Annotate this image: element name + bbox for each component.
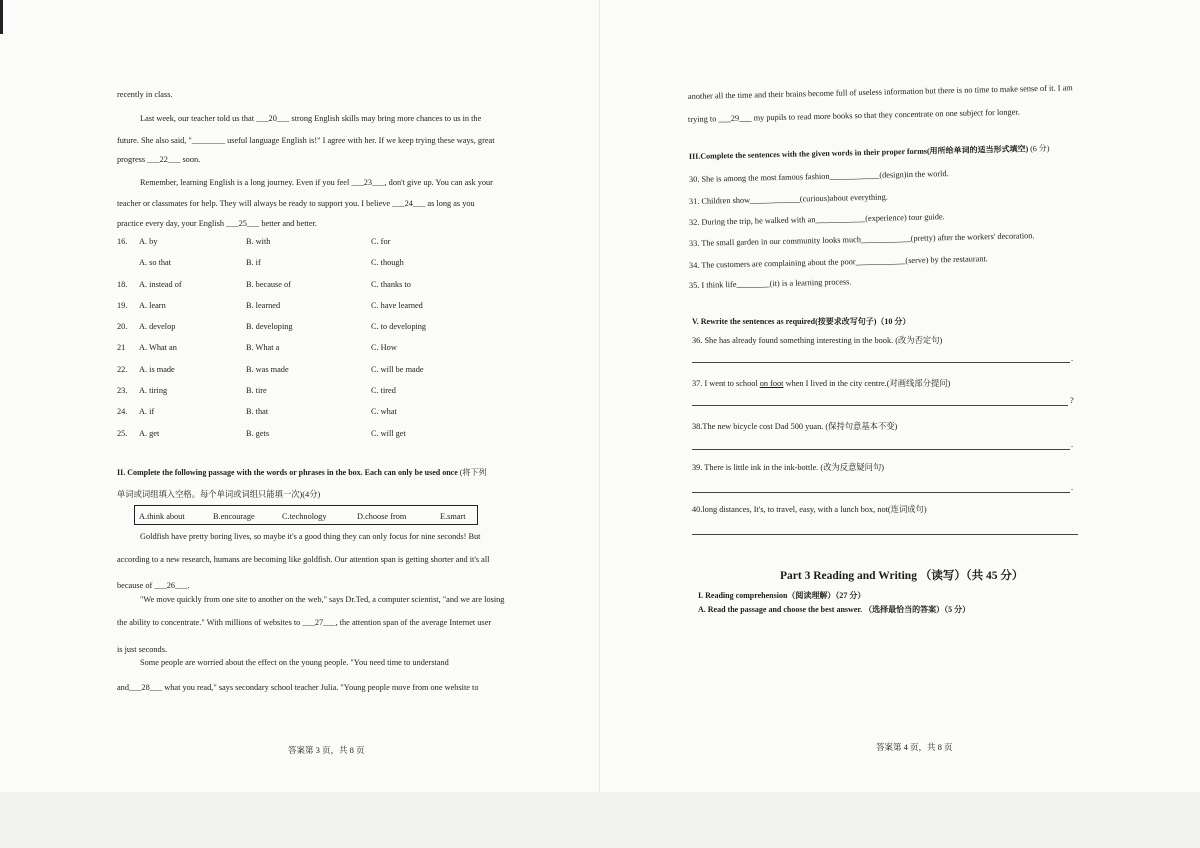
option-row [117,280,447,301]
sentence-end-mark: ? [1070,396,1074,405]
option-c: C. what [371,407,397,417]
passage-line: practice every day, your English ___25___ better and better. [117,219,317,228]
page-footer: 答案第 4 页，共 8 页 [876,742,953,752]
passage-line: progress ___22___ soon. [117,155,201,164]
passage-line: Remember, learning English is a long journey. Even if you feel ___23___, don't give up. You can ask your [140,178,493,187]
option-row [117,429,447,450]
option-c: C. for [371,237,391,246]
reading-section-heading: I. Reading comprehension（阅读理解）（27 分） [698,591,866,600]
passage-line: trying to ___29___ my pupils to read more books so that they concentrate on one subject for longer. [687,107,1020,124]
sentence-end-mark: . [1071,483,1074,492]
option-row [117,365,447,386]
option-b: B. What a [246,343,280,353]
fill-question-35: 35. I think life________(it) is a learning process. [688,277,852,290]
option-a: A. is made [139,364,175,374]
option-c: C. will get [371,428,406,438]
rewrite-question-37 [692,380,950,388]
question-number: 18. [117,279,128,289]
option-c: C. How [371,343,397,353]
passage-line: the ability to concentrate." With millions of websites to ___27___, the attention span of the average Internet user [117,618,492,627]
option-b: B. developing [246,322,293,332]
passage-line: according to a new research, humans are becoming like goldfish. Our attention span is getting shorter and it's all [117,555,490,564]
option-c: C. though [371,258,404,268]
option-a: A. learn [139,300,166,310]
option-a: A. tiring [139,386,168,396]
question-number: 25. [117,428,128,438]
question-number: 24. [117,407,128,417]
question-number: 23. [117,386,128,396]
section-2-heading-cn: (将下列 [459,468,487,477]
word-bank-box [134,505,478,525]
word-option: A.think about [139,512,185,521]
option-a: A. get [139,428,160,438]
section-3-heading [689,145,1050,161]
passage-line: "We move quickly from one site to another on the web," says Dr.Ted, a computer scientist, "and we are losing [140,595,505,604]
sentence-end-mark: . [1071,440,1074,449]
option-b: B. tire [246,386,267,396]
section-3-points: (6 分) [1030,143,1050,154]
scan-edge-mark [0,0,3,34]
passage-line: future. She also said, "________ useful language English is!" I agree with her. If we keep trying these ways, great [117,136,495,145]
option-a: A. by [139,237,158,246]
question-number: 22. [117,364,128,374]
option-row [117,258,447,279]
option-row [117,386,447,407]
section-2-instruction: 单词或词组填入空格。每个单词或词组只能填一次)(4分) [117,490,321,499]
answer-options-table [117,237,447,450]
section-5-heading: V. Rewrite the sentences as required(按要求改写句子)（10 分） [692,317,911,326]
right-page [600,0,1200,848]
option-row [117,407,447,428]
option-b: B. with [246,237,271,246]
option-b: B. because of [246,279,291,289]
question-37-underlined: on foot [759,379,784,388]
option-b: B. that [246,407,269,417]
rewrite-question-36: 36. She has already found something interesting in the book. (改为否定句) [692,336,943,345]
option-c: C. will be made [371,364,424,374]
word-option: B.encourage [213,512,255,521]
word-option: E.smart [440,512,466,521]
passage-line: because of ___26___. [117,581,190,590]
answer-line [692,534,1078,535]
option-c: C. have learned [371,300,423,310]
option-b: B. was made [246,364,289,374]
question-number: 20. [117,322,128,332]
answer-line [692,405,1068,406]
answer-line [692,492,1070,493]
passage-line: is just seconds. [117,645,168,654]
rewrite-question-39: 39. There is little ink in the ink-bottle. (改为反意疑问句) [692,463,885,472]
answer-line [692,362,1070,363]
passage-line: Goldfish have pretty boring lives, so maybe it's a good thing they can only focus for nine seconds! But [140,532,481,541]
passage-line: and___28___ what you read," says secondary school teacher Julia. "Young people move from one website to [117,683,479,692]
option-b: B. gets [246,428,270,438]
option-a: A. if [139,407,155,417]
option-row [117,322,447,343]
question-37-instruction: when I lived in the city centre.(对画线部分提问) [783,379,951,388]
passage-line: Last week, our teacher told us that ___20___ strong English skills may bring more chances to us in the [140,114,482,123]
fill-question-34: 34. The customers are complaining about the poor____________(serve) by the restaurant. [688,254,988,270]
option-a: A. What an [139,343,177,353]
question-number: 19. [117,300,128,310]
fill-question-30: 30. She is among the most famous fashion____________(design)in the world. [688,169,949,184]
reading-instruction: A. Read the passage and choose the best answer. （选择最恰当的答案）（5 分） [698,605,971,614]
sentence-end-mark: . [1071,354,1074,363]
scan-bottom-band [0,792,1200,848]
option-row [117,301,447,322]
part-3-title: Part 3 Reading and Writing （读写）（共 45 分） [780,570,1024,582]
option-a: A. so that [139,258,172,268]
passage-line: recently in class. [117,90,173,99]
rewrite-question-40: 40.long distances, It's, to travel, easy, with a lunch box, not(连词成句) [692,505,927,514]
section-2-heading-text: II. Complete the following passage with the words or phrases in the box. Each can only be used once [117,468,458,477]
word-option: D.choose from [357,512,407,521]
option-row [117,237,447,258]
section-3-heading-text: III.Complete the sentences with the given words in their proper forms(用所给单词的适当形式填空) [688,144,1029,161]
section-2-heading [117,469,486,477]
rewrite-question-38: 38.The new bicycle cost Dad 500 yuan. (保持句意基本不变) [692,422,898,431]
word-option: C.technology [282,512,327,521]
page-fold [599,0,600,848]
option-a: A. develop [139,322,176,332]
passage-line: another all the time and their brains become full of useless information but there is no time to make sense of it. I am [687,83,1073,101]
passage-line: Some people are worried about the effect on the young people. "You need time to understand [140,658,449,667]
option-c: C. to developing [371,322,427,332]
option-row [117,343,447,364]
option-a: A. instead of [139,279,182,289]
question-number: 21 [117,343,126,353]
answer-line [692,449,1070,450]
passage-line: teacher or classmates for help. They will always be ready to support you. I believe ___24___ as long as you [117,199,475,208]
fill-question-32: 32. During the trip, he walked with an____________(experience) tour guide. [688,212,945,227]
question-number: 16. [117,237,128,246]
question-37-text: 37. I went to school [692,379,760,388]
option-c: C. tired [371,386,396,396]
page-footer: 答案第 3 页，共 8 页 [288,745,365,755]
option-b: B. learned [246,300,281,310]
option-c: C. thanks to [371,279,411,289]
option-b: B. if [246,258,261,268]
fill-question-33: 33. The small garden in our community looks much____________(pretty) after the workers' decoration. [688,231,1035,248]
fill-question-31: 31. Children show____________(curious)about everything. [688,192,888,206]
